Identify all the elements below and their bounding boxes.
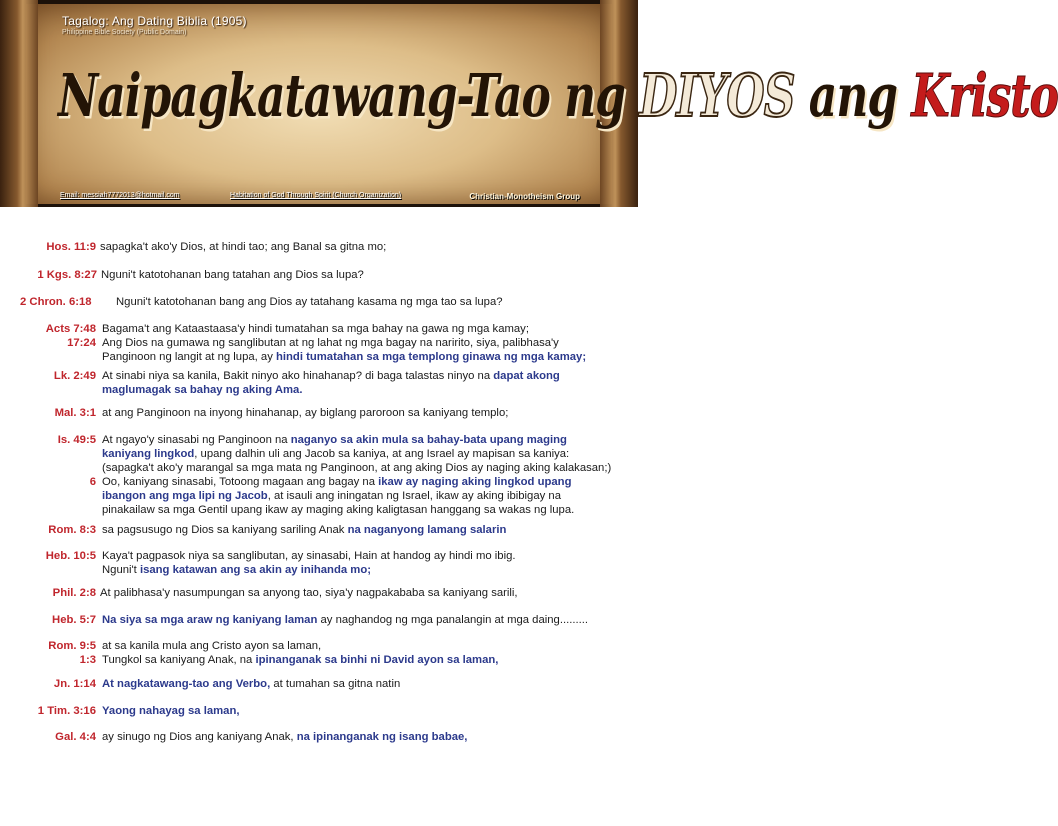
verse-reference: 1 Tim. 3:16	[37, 705, 96, 717]
verse-reference: Rom. 9:5	[48, 640, 96, 652]
verse-reference: 1:3	[79, 654, 96, 666]
verse-text	[102, 475, 571, 489]
organization-link[interactable]: Habitation of God Through Spirit (Church Organization)	[230, 192, 402, 199]
title-part-diyos: DIYOS	[639, 62, 795, 131]
verse-text	[102, 653, 498, 667]
verse-text: At palibhasa'y nasumpungan sa anyong tao, siya'y nagpakababa sa kaniyang sarili,	[100, 587, 518, 599]
verse-highlight: ikaw ay naging aking lingkod upang	[378, 476, 572, 488]
verse-luke-2-49	[0, 369, 638, 399]
verse-highlight: Yaong nahayag sa laman,	[102, 705, 240, 717]
verse-reference: Rom. 8:3	[48, 524, 96, 536]
verse-hebrews-10-5	[0, 549, 638, 579]
verse-text-part: , upang dalhin uli ang Jacob sa kaniya, at ang Israel ay mapisan sa kaniya:	[194, 448, 570, 460]
verse-text-part: Tungkol sa kaniyang Anak, na	[102, 654, 256, 666]
verse-reference: 1 Kgs. 8:27	[37, 269, 97, 281]
verse-highlight: dapat akong	[493, 370, 560, 382]
verse-text-part: ay naghandog ng mga panalangin at mga daing.........	[317, 614, 589, 626]
scroll-left-roll	[0, 0, 38, 207]
verse-text-part: At sinabi niya sa kanila, Bakit ninyo ako hinahanap? di baga talastas ninyo na	[102, 370, 494, 382]
verse-john-1-14	[0, 677, 638, 693]
verse-text	[102, 489, 561, 503]
verse-text	[102, 350, 586, 364]
verse-galatians-4-4	[0, 730, 638, 746]
verse-reference: Heb. 10:5	[45, 550, 96, 562]
verse-text	[102, 613, 588, 627]
verse-text	[102, 730, 467, 744]
header-banner	[0, 0, 1058, 207]
verse-hebrews-5-7	[0, 613, 638, 629]
verse-reference: Mal. 3:1	[54, 407, 96, 419]
verse-text-part: sa pagsusugo ng Dios sa kaniyang sariling Anak	[102, 524, 348, 536]
verse-text	[102, 369, 560, 383]
verse-text-part: Panginoon ng langit at ng lupa, ay	[102, 351, 276, 363]
verse-highlight: ibangon ang mga lipi ng Jacob	[102, 490, 268, 502]
verse-text	[102, 447, 569, 461]
title-part-ang: ang	[794, 62, 912, 131]
verse-hosea-11-9	[0, 240, 638, 256]
verse-reference: Acts 7:48	[45, 323, 96, 335]
verse-romans-9-5	[0, 639, 638, 669]
bible-version-title: Tagalog: Ang Dating Biblia (1905)	[62, 14, 247, 28]
verse-highlight: na naganyong lamang salarin	[347, 524, 507, 536]
verse-text: Ang Dios na gumawa ng sanglibutan at ng lahat ng mga bagay na naririto, siya, palibhasa'y	[102, 337, 559, 349]
verse-highlight: ipinanganak sa binhi ni David ayon sa laman,	[255, 654, 499, 666]
verse-text: Bagama't ang Kataastaasa'y hindi tumatahan sa mga bahay na gawa ng mga kamay;	[102, 323, 529, 335]
verse-list	[0, 207, 638, 826]
verse-reference: Phil. 2:8	[52, 587, 96, 599]
verse-text: Nguni't katotohanan bang tatahan ang Dios sa lupa?	[101, 269, 364, 281]
verse-reference: Heb. 5:7	[52, 614, 96, 626]
verse-isaiah-49-5	[0, 433, 638, 523]
title-part-1: Naipagkatawang-Tao ng	[58, 62, 640, 131]
verse-highlight: na ipinanganak ng isang babae,	[296, 731, 468, 743]
verse-highlight: Na siya sa mga araw ng kaniyang laman	[102, 614, 318, 626]
verse-text: pinakailaw sa mga Gentil upang ikaw ay maging aking kaligtasan hanggang sa wakas ng lupa.	[102, 504, 575, 516]
verse-text: at ang Panginoon na inyong hinahanap, ay biglang paroroon sa kaniyang templo;	[102, 407, 509, 419]
verse-philippians-2-8	[0, 586, 638, 602]
verse-malachi-3-1	[0, 406, 638, 422]
verse-reference: 2 Chron. 6:18	[20, 296, 92, 308]
title-part-kristo: Kristo	[911, 62, 1058, 131]
verse-highlight: maglumagak sa bahay ng aking Ama.	[102, 384, 303, 396]
verse-text: Nguni't katotohanan bang ang Dios ay tatahang kasama ng mga tao sa lupa?	[116, 296, 503, 308]
group-name: Christian-Monotheism Group	[469, 192, 580, 201]
verse-reference: Hos. 11:9	[46, 241, 96, 253]
verse-2chron-6-18	[0, 295, 638, 311]
verse-text: (sapagka't ako'y marangal sa mga mata ng Panginoon, at ang aking Dios ay naging aking kalakasan;)	[102, 462, 612, 474]
verse-text	[102, 433, 567, 447]
verse-highlight: kaniyang lingkod	[102, 448, 195, 460]
verse-reference: 17:24	[67, 337, 96, 349]
verse-acts	[0, 322, 638, 368]
verse-text-part: , at isauli ang iningatan ng Israel, ikaw ay aking ibibigay na	[267, 490, 561, 502]
verse-romans-8-3	[0, 523, 638, 539]
banner-footer	[56, 192, 580, 204]
verse-text-part: at tumahan sa gitna natin	[270, 678, 401, 690]
verse-highlight: At nagkatawang-tao ang Verbo,	[102, 678, 271, 690]
bible-version-subtitle: Philippine Bible Society (Public Domain)	[62, 29, 187, 36]
email-link[interactable]: Email: messiah7772013@hotmail.com	[60, 192, 180, 199]
verse-1timothy-3-16	[0, 704, 638, 720]
verse-text-part: Oo, kaniyang sinasabi, Totoong magaan ang bagay na	[102, 476, 379, 488]
verse-text	[102, 563, 371, 577]
verse-reference: 6	[89, 476, 96, 488]
verse-text: sapagka't ako'y Dios, at hindi tao; ang Banal sa gitna mo;	[100, 241, 387, 253]
verse-text: Kaya't pagpasok niya sa sanglibutan, ay sinasabi, Hain at handog ay hindi mo ibig.	[102, 550, 516, 562]
verse-highlight: isang katawan ang sa akin ay inihanda mo;	[139, 564, 371, 576]
verse-text-part: Nguni't	[102, 564, 140, 576]
verse-highlight: naganyo sa akin mula sa bahay-bata upang maging	[290, 434, 567, 446]
verse-reference: Jn. 1:14	[53, 678, 96, 690]
verse-text-part: ay sinugo ng Dios ang kaniyang Anak,	[102, 731, 297, 743]
verse-reference: Gal. 4:4	[55, 731, 96, 743]
verse-text-part: At ngayo'y sinasabi ng Panginoon na	[102, 434, 291, 446]
verse-reference: Lk. 2:49	[53, 370, 96, 382]
verse-text	[102, 523, 506, 537]
verse-reference: Is. 49:5	[57, 434, 96, 446]
page-title	[58, 62, 1058, 184]
verse-1kings-8-27	[0, 268, 638, 284]
verse-text: at sa kanila mula ang Cristo ayon sa laman,	[102, 640, 322, 652]
verse-highlight: hindi tumatahan sa mga templong ginawa ng mga kamay;	[275, 351, 587, 363]
verse-text	[102, 677, 400, 691]
